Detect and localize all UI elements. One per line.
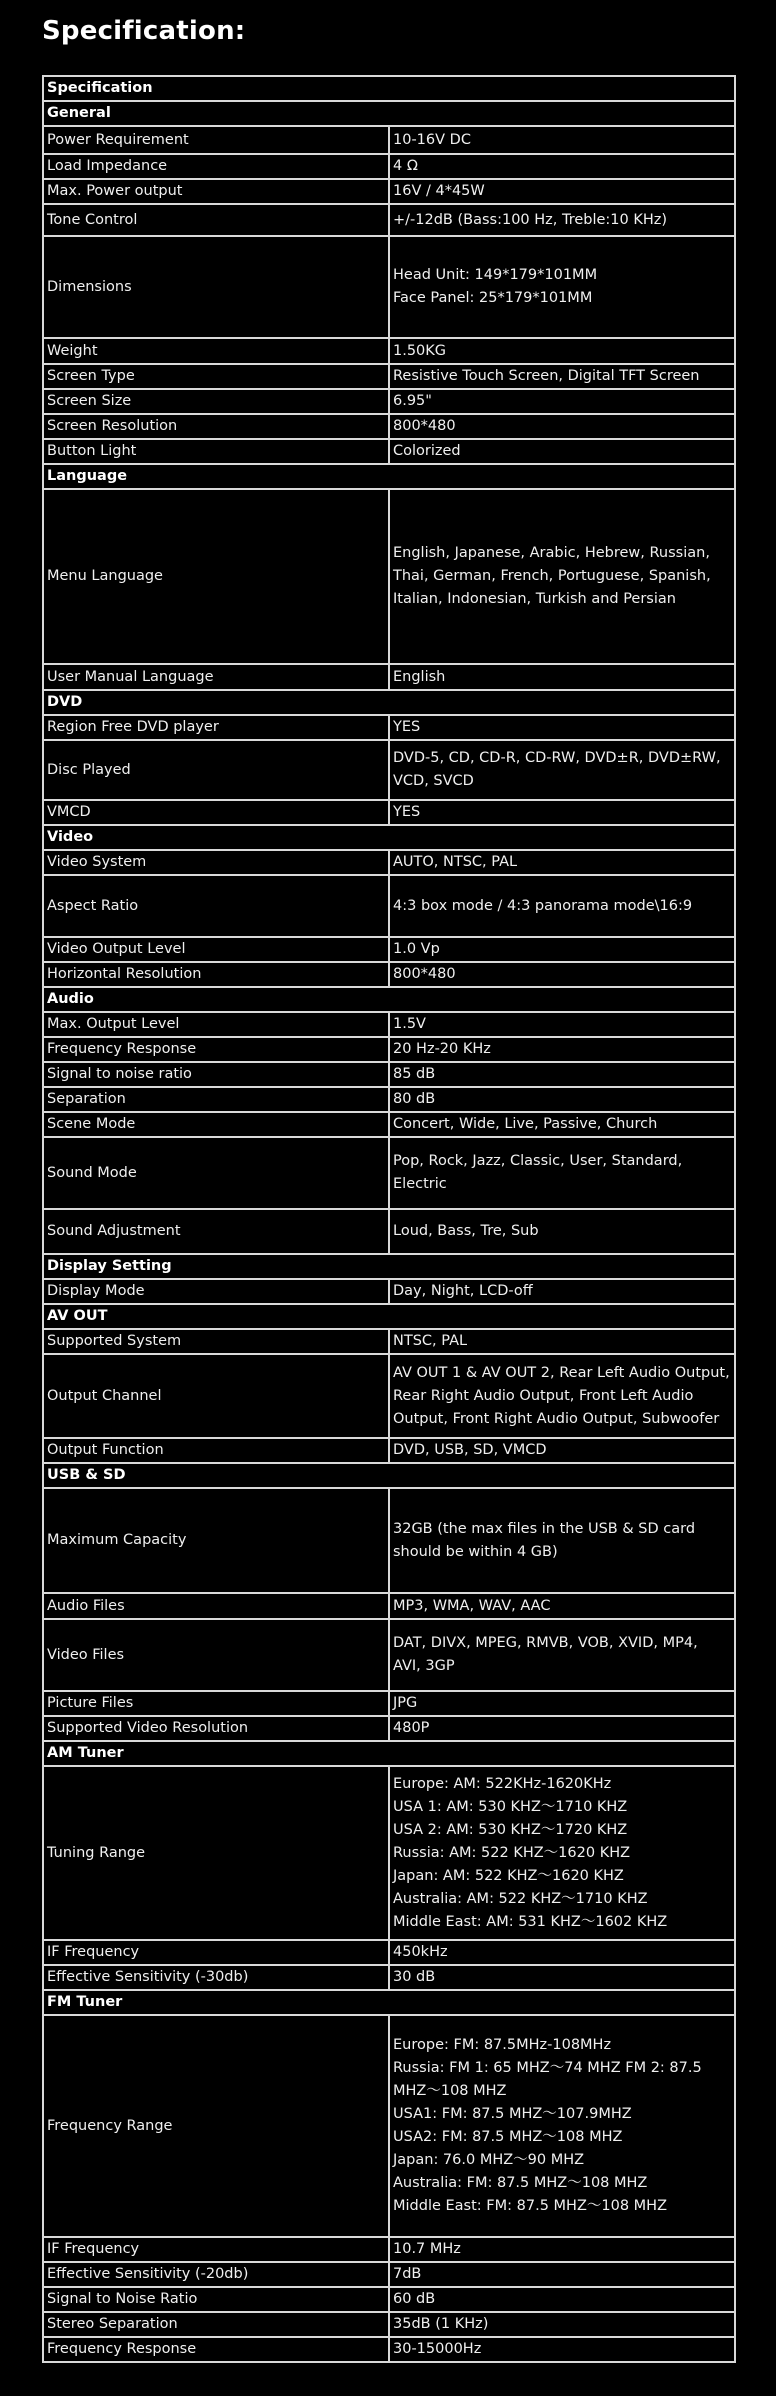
spec-value-line: 60 dB — [393, 2291, 436, 2307]
spec-value — [389, 962, 735, 987]
table-row — [43, 338, 735, 364]
spec-label: Display Mode — [43, 1279, 389, 1304]
spec-label: Video Output Level — [43, 937, 389, 962]
spec-value — [389, 1438, 735, 1463]
spec-value-line: Electric — [393, 1176, 447, 1192]
section-heading: Audio — [43, 987, 735, 1012]
table-row — [43, 1354, 735, 1438]
section-heading: USB & SD — [43, 1463, 735, 1488]
spec-label: Maximum Capacity — [43, 1488, 389, 1593]
spec-label: Separation — [43, 1087, 389, 1112]
spec-value-line: 4:3 box mode / 4:3 panorama mode\16:9 — [393, 897, 693, 914]
spec-value — [389, 1766, 735, 1940]
spec-value — [389, 1354, 735, 1438]
spec-value-line: MHZ～108 MHZ — [393, 2083, 507, 2099]
spec-value-line: 800*480 — [393, 966, 456, 982]
spec-value — [389, 800, 735, 825]
spec-value-line: DVD-5, CD, CD-R, CD-RW, DVD±R, DVD±RW, — [393, 750, 721, 766]
table-row — [43, 1209, 735, 1254]
spec-value-line: MP3, WMA, WAV, AAC — [393, 1597, 551, 1614]
spec-value — [389, 664, 735, 690]
spec-value — [389, 489, 735, 664]
section-heading: Display Setting — [43, 1254, 735, 1279]
spec-value-line: USA1: FM: 87.5 MHZ～107.9MHZ — [393, 2106, 632, 2122]
spec-value-line: Concert, Wide, Live, Passive, Church — [393, 1116, 658, 1132]
spec-value-line: Head Unit: 149*179*101MM — [393, 267, 598, 283]
spec-value — [389, 1940, 735, 1965]
spec-label: Screen Resolution — [43, 414, 389, 439]
spec-value — [389, 2015, 735, 2237]
spec-label: Signal to Noise Ratio — [43, 2287, 389, 2312]
table-row — [43, 154, 735, 179]
spec-value-line: JPG — [393, 1695, 418, 1711]
spec-value-line: Australia: AM: 522 KHZ～1710 KHZ — [393, 1890, 648, 1907]
spec-value — [389, 1112, 735, 1137]
spec-value-line: Middle East: FM: 87.5 MHZ～108 MHZ — [393, 2198, 668, 2214]
spec-value-line: DVD, USB, SD, VMCD — [393, 1442, 547, 1458]
spec-value-line: 480P — [393, 1720, 430, 1736]
spec-value-line: Japan: AM: 522 KHZ～1620 KHZ — [393, 1867, 624, 1884]
spec-label: Dimensions — [43, 236, 389, 338]
spec-value-line: NTSC, PAL — [393, 1333, 468, 1349]
spec-value — [389, 937, 735, 962]
spec-label: Scene Mode — [43, 1112, 389, 1137]
spec-value-line: Face Panel: 25*179*101MM — [393, 290, 593, 306]
table-row — [43, 2312, 735, 2337]
table-row — [43, 664, 735, 690]
table-row — [43, 875, 735, 937]
spec-value-line: 1.0 Vp — [393, 941, 440, 957]
table-row — [43, 126, 735, 154]
spec-value — [389, 1012, 735, 1037]
table-row — [43, 1716, 735, 1741]
spec-value — [389, 1329, 735, 1354]
table-row — [43, 1087, 735, 1112]
spec-label: Button Light — [43, 439, 389, 464]
spec-value-line: 85 dB — [393, 1066, 436, 1082]
spec-value-line: Rear Right Audio Output, Front Left Audio — [393, 1387, 694, 1404]
table-row — [43, 850, 735, 875]
spec-label: Horizontal Resolution — [43, 962, 389, 987]
table-row — [43, 1037, 735, 1062]
table-row — [43, 1112, 735, 1137]
spec-value-line: 16V / 4*45W — [393, 183, 485, 199]
spec-label: Sound Adjustment — [43, 1209, 389, 1254]
table-row — [43, 2337, 735, 2362]
spec-value-line: YES — [393, 804, 421, 820]
spec-label: Power Requirement — [43, 126, 389, 154]
spec-label: IF Frequency — [43, 1940, 389, 1965]
page-title: Specification: — [42, 16, 246, 46]
table-row — [43, 179, 735, 204]
section-row — [43, 1304, 735, 1329]
table-row — [43, 800, 735, 825]
spec-value-line: 30 dB — [393, 1969, 436, 1985]
spec-value-line: USA 1: AM: 530 KHZ～1710 KHZ — [393, 1798, 628, 1815]
table-row — [43, 439, 735, 464]
spec-label: Aspect Ratio — [43, 875, 389, 937]
spec-value — [389, 850, 735, 875]
table-row — [43, 236, 735, 338]
spec-value-line: 7dB — [393, 2266, 422, 2282]
spec-value — [389, 2237, 735, 2262]
section-heading: DVD — [43, 690, 735, 715]
spec-value-line: Pop, Rock, Jazz, Classic, User, Standard, — [393, 1153, 683, 1169]
spec-value — [389, 1691, 735, 1716]
spec-value-line: English, Japanese, Arabic, Hebrew, Russian, — [393, 545, 710, 561]
table-row — [43, 1619, 735, 1691]
spec-value — [389, 1209, 735, 1254]
spec-value — [389, 236, 735, 338]
spec-value — [389, 179, 735, 204]
section-row — [43, 825, 735, 850]
section-heading: General — [43, 101, 735, 126]
spec-label: Output Channel — [43, 1354, 389, 1438]
spec-value-line: 450kHz — [393, 1944, 448, 1960]
spec-label: Load Impedance — [43, 154, 389, 179]
spec-value-line: USA 2: AM: 530 KHZ～1720 KHZ — [393, 1821, 628, 1838]
table-row — [43, 1137, 735, 1209]
table-row — [43, 414, 735, 439]
spec-value — [389, 2262, 735, 2287]
section-heading: Video — [43, 825, 735, 850]
spec-value-line: Italian, Indonesian, Turkish and Persian — [393, 591, 676, 607]
table-row — [43, 1965, 735, 1990]
table-row — [43, 740, 735, 800]
table-row — [43, 937, 735, 962]
spec-value-line: +/-12dB (Bass:100 Hz, Treble:10 KHz) — [393, 211, 668, 228]
spec-value-line: Europe: AM: 522KHz-1620KHz — [393, 1775, 612, 1792]
spec-value — [389, 364, 735, 389]
spec-value-line: Day, Night, LCD-off — [393, 1283, 533, 1299]
spec-label: Menu Language — [43, 489, 389, 664]
spec-label: Frequency Range — [43, 2015, 389, 2237]
spec-label: VMCD — [43, 800, 389, 825]
spec-value-line: 32GB (the max files in the USB & SD card — [393, 1520, 696, 1537]
table-row — [43, 1766, 735, 1940]
spec-value-line: AV OUT 1 & AV OUT 2, Rear Left Audio Output, — [393, 1364, 730, 1381]
spec-value — [389, 875, 735, 937]
spec-value — [389, 740, 735, 800]
spec-label: Sound Mode — [43, 1137, 389, 1209]
table-row — [43, 1329, 735, 1354]
spec-value — [389, 338, 735, 364]
spec-value — [389, 2287, 735, 2312]
table-row — [43, 1438, 735, 1463]
spec-value — [389, 126, 735, 154]
spec-label: Disc Played — [43, 740, 389, 800]
spec-value — [389, 1488, 735, 1593]
spec-value — [389, 1593, 735, 1619]
spec-label: Supported System — [43, 1329, 389, 1354]
spec-value — [389, 1137, 735, 1209]
spec-value-line: 10-16V DC — [393, 131, 471, 148]
table-row — [43, 1691, 735, 1716]
section-row — [43, 690, 735, 715]
spec-value-line: VCD, SVCD — [393, 773, 474, 789]
spec-value — [389, 2312, 735, 2337]
spec-value-line: Loud, Bass, Tre, Sub — [393, 1223, 539, 1239]
spec-value — [389, 715, 735, 740]
spec-value-line: Australia: FM: 87.5 MHZ～108 MHZ — [393, 2175, 648, 2191]
spec-value — [389, 2337, 735, 2362]
spec-label: Audio Files — [43, 1593, 389, 1619]
spec-value-line: Russia: AM: 522 KHZ～1620 KHZ — [393, 1844, 631, 1861]
section-heading: Language — [43, 464, 735, 489]
spec-label: IF Frequency — [43, 2237, 389, 2262]
spec-value-line: should be within 4 GB) — [393, 1543, 558, 1560]
spec-value-line: Europe: FM: 87.5MHz-108MHz — [393, 2037, 612, 2053]
spec-value-line: Japan: 76.0 MHZ～90 MHZ — [393, 2152, 585, 2168]
spec-value-line: Thai, German, French, Portuguese, Spanish, — [393, 568, 711, 584]
table-row — [43, 204, 735, 236]
section-heading: AV OUT — [43, 1304, 735, 1329]
spec-label: Output Function — [43, 1438, 389, 1463]
spec-label: Region Free DVD player — [43, 715, 389, 740]
table-row — [43, 2287, 735, 2312]
spec-label: Max. Power output — [43, 179, 389, 204]
spec-value-line: 1.50KG — [393, 342, 447, 359]
spec-value-line: English — [393, 668, 446, 685]
section-heading: AM Tuner — [43, 1741, 735, 1766]
spec-label: Tone Control — [43, 204, 389, 236]
spec-value — [389, 154, 735, 179]
spec-value — [389, 389, 735, 414]
spec-label: Frequency Response — [43, 1037, 389, 1062]
spec-value-line: 4 Ω — [393, 158, 418, 174]
table-row — [43, 389, 735, 414]
spec-label: Tuning Range — [43, 1766, 389, 1940]
table-row — [43, 1488, 735, 1593]
table-row — [43, 2262, 735, 2287]
spec-value — [389, 1087, 735, 1112]
spec-label: Video System — [43, 850, 389, 875]
section-row — [43, 1741, 735, 1766]
table-header: Specification — [43, 76, 735, 101]
spec-value — [389, 1716, 735, 1741]
section-row — [43, 464, 735, 489]
spec-value — [389, 204, 735, 236]
spec-label: Screen Size — [43, 389, 389, 414]
spec-label: Video Files — [43, 1619, 389, 1691]
spec-value-line: Russia: FM 1: 65 MHZ～74 MHZ FM 2: 87.5 — [393, 2060, 702, 2076]
spec-label: Weight — [43, 338, 389, 364]
spec-value — [389, 1037, 735, 1062]
table-row — [43, 2015, 735, 2237]
spec-value-line: 80 dB — [393, 1091, 436, 1107]
spec-label: Screen Type — [43, 364, 389, 389]
table-row — [43, 1279, 735, 1304]
spec-label: Max. Output Level — [43, 1012, 389, 1037]
specification-table — [42, 75, 736, 2363]
spec-value — [389, 1619, 735, 1691]
table-row — [43, 2237, 735, 2262]
spec-label: Frequency Response — [43, 2337, 389, 2362]
table-row — [43, 1012, 735, 1037]
table-row — [43, 1940, 735, 1965]
section-row — [43, 987, 735, 1012]
specification-table-body — [43, 76, 735, 2362]
spec-value-line: YES — [393, 719, 421, 735]
spec-value-line: 20 Hz-20 KHz — [393, 1041, 491, 1057]
spec-value-line: AUTO, NTSC, PAL — [393, 854, 518, 870]
table-row — [43, 962, 735, 987]
spec-label: User Manual Language — [43, 664, 389, 690]
spec-label: Signal to noise ratio — [43, 1062, 389, 1087]
spec-value-line: 30-15000Hz — [393, 2341, 482, 2357]
spec-label: Picture Files — [43, 1691, 389, 1716]
spec-value — [389, 1279, 735, 1304]
section-row — [43, 1463, 735, 1488]
section-row — [43, 101, 735, 126]
spec-value-line: USA2: FM: 87.5 MHZ～108 MHZ — [393, 2129, 623, 2145]
spec-label: Stereo Separation — [43, 2312, 389, 2337]
spec-value-line: Resistive Touch Screen, Digital TFT Screen — [393, 368, 700, 384]
table-row — [43, 1062, 735, 1087]
spec-value-line: 1.5V — [393, 1016, 426, 1032]
table-row — [43, 715, 735, 740]
section-row — [43, 1990, 735, 2015]
spec-label: Effective Sensitivity (-30db) — [43, 1965, 389, 1990]
spec-value-line: 6.95" — [393, 393, 432, 409]
spec-value-line: AVI, 3GP — [393, 1658, 455, 1674]
spec-label: Effective Sensitivity (-20db) — [43, 2262, 389, 2287]
spec-value — [389, 1965, 735, 1990]
spec-value-line: Middle East: AM: 531 KHZ～1602 KHZ — [393, 1913, 668, 1930]
spec-label: Supported Video Resolution — [43, 1716, 389, 1741]
section-row — [43, 1254, 735, 1279]
spec-value-line: Output, Front Right Audio Output, Subwoofer — [393, 1410, 720, 1427]
table-row — [43, 364, 735, 389]
table-row — [43, 1593, 735, 1619]
table-header-row — [43, 76, 735, 101]
spec-value-line: DAT, DIVX, MPEG, RMVB, VOB, XVID, MP4, — [393, 1635, 698, 1651]
spec-value-line: Colorized — [393, 443, 461, 459]
table-row — [43, 489, 735, 664]
spec-value-line: 800*480 — [393, 418, 456, 434]
spec-value — [389, 1062, 735, 1087]
spec-value — [389, 414, 735, 439]
section-heading: FM Tuner — [43, 1990, 735, 2015]
spec-value — [389, 439, 735, 464]
spec-value-line: 10.7 MHz — [393, 2241, 461, 2257]
spec-value-line: 35dB (1 KHz) — [393, 2316, 489, 2332]
